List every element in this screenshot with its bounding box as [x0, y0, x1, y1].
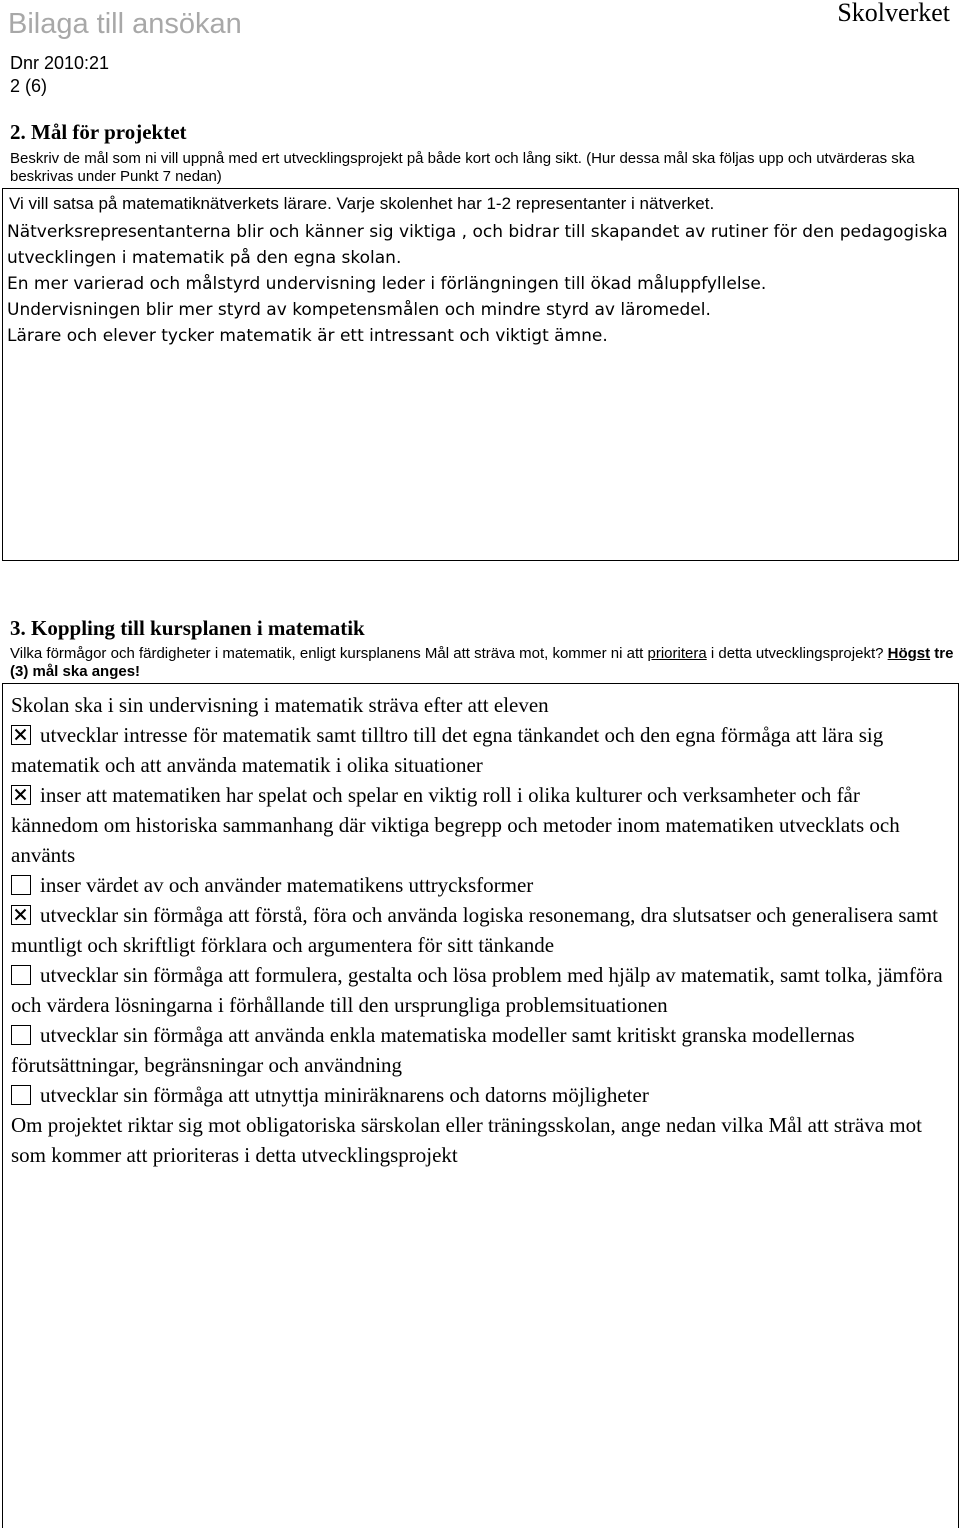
checkbox[interactable] — [11, 1085, 31, 1105]
checked-checkbox[interactable] — [11, 905, 31, 925]
x-mark-icon — [13, 907, 28, 922]
desc-instruction: tre (3) mål ska anges! — [10, 645, 954, 680]
answer-body — [7, 219, 952, 349]
answer-line: En mer varierad och målstyrd undervisning leder i förlängningen till ökad måluppfyllelse. — [7, 274, 767, 294]
checkbox[interactable] — [11, 965, 31, 985]
goal-item — [11, 900, 946, 960]
x-mark-icon — [13, 787, 28, 802]
goal-text: utvecklar sin förmåga att utnyttja miniräknarens och datorns möjligheter — [40, 1083, 649, 1107]
goal-list — [11, 720, 946, 1110]
goal-item — [11, 780, 946, 870]
goal-text: inser värdet av och använder matematikens uttrycksformer — [40, 873, 534, 897]
desc-emphasis: prioritera — [647, 645, 707, 662]
x-mark-icon — [13, 727, 28, 742]
goal-item — [11, 1080, 946, 1110]
goal-text: utvecklar sin förmåga att använda enkla matematiska modeller samt kritiskt granska modellernas förutsättningar, begränsningar och användning — [11, 1023, 855, 1077]
section-2-title: 2. Mål för projektet — [10, 120, 187, 144]
section-3-answer-box — [2, 683, 959, 1528]
page-number: 2 (6) — [10, 76, 48, 96]
goal-text: utvecklar sin förmåga att formulera, gestalta och lösa problem med hjälp av matematik, samt tolka, jämföra och värdera lösningarna i förhållande till den ursprungliga problemsituationen — [11, 963, 943, 1017]
goals-intro: Skolan ska i sin undervisning i matematik sträva efter att eleven — [11, 693, 549, 717]
document-title: Bilaga till ansökan — [8, 8, 242, 40]
checked-checkbox[interactable] — [11, 785, 31, 805]
desc-text: Vilka förmågor och färdigheter i matematik, enligt kursplanens Mål att sträva mot, kommer ni att — [10, 645, 648, 662]
section-2-answer-box[interactable] — [2, 188, 959, 561]
desc-emphasis: Högst — [887, 645, 931, 662]
goal-text: inser att matematiken har spelat och spelar en viktig roll i olika kulturer och verksamheter och får kännedom om historiska sammanhang där viktiga begrepp och metoder inom matematiken utvecklats och använts — [11, 783, 900, 867]
section-3-heading: Koppling till kursplanen i matematik — [31, 616, 365, 640]
special-school-note: Om projektet riktar sig mot obligatoriska särskolan eller träningsskolan, ange nedan vilka Mål att sträva mot som kommer att prioriteras i detta utvecklingsprojekt — [11, 1113, 922, 1167]
answer-line: Undervisningen blir mer styrd av kompetensmålen och mindre styrd av läromedel. — [7, 300, 711, 320]
answer-lead-line: Vi vill satsa på matematiknätverkets lärare. Varje skolenhet har 1-2 representanter i nätverket. — [9, 194, 715, 213]
checked-checkbox[interactable] — [11, 725, 31, 745]
goal-item — [11, 720, 946, 780]
goal-item — [11, 1020, 946, 1080]
reference-number: Dnr 2010:21 — [10, 53, 110, 73]
goal-text: utvecklar intresse för matematik samt tilltro till det egna tänkandet och den egna förmåga att lära sig matematik och att använda matematik i olika situationer — [11, 723, 884, 777]
section-3-title — [10, 616, 365, 641]
section-2-description: Beskriv de mål som ni vill uppnå med ert utvecklingsprojekt på både kort och lång sikt. (Hur dessa mål ska följas upp och utvärderas ska beskrivas under Punkt 7 nedan) — [10, 150, 915, 185]
desc-text: i detta utvecklingsprojekt? — [706, 645, 888, 662]
goal-item — [11, 960, 946, 1020]
section-3-description — [10, 645, 955, 681]
answer-line: Lärare och elever tycker matematik är ett intressant och viktigt ämne. — [7, 326, 608, 346]
checkbox[interactable] — [11, 875, 31, 895]
goal-item — [11, 870, 946, 900]
goal-text: utvecklar sin förmåga att förstå, föra och använda logiska resonemang, dra slutsatser och generalisera samt muntligt och skriftligt förklara och argumentera för sitt tänkande — [11, 903, 938, 957]
organisation-name: Skolverket — [837, 0, 950, 27]
checkbox[interactable] — [11, 1025, 31, 1045]
section-3-number: 3. — [10, 616, 26, 640]
answer-line: Nätverksrepresentanterna blir och känner sig viktiga , och bidrar till skapandet av rutiner för den pedagogiska utvecklingen i matematik på den egna skolan. — [7, 222, 948, 268]
